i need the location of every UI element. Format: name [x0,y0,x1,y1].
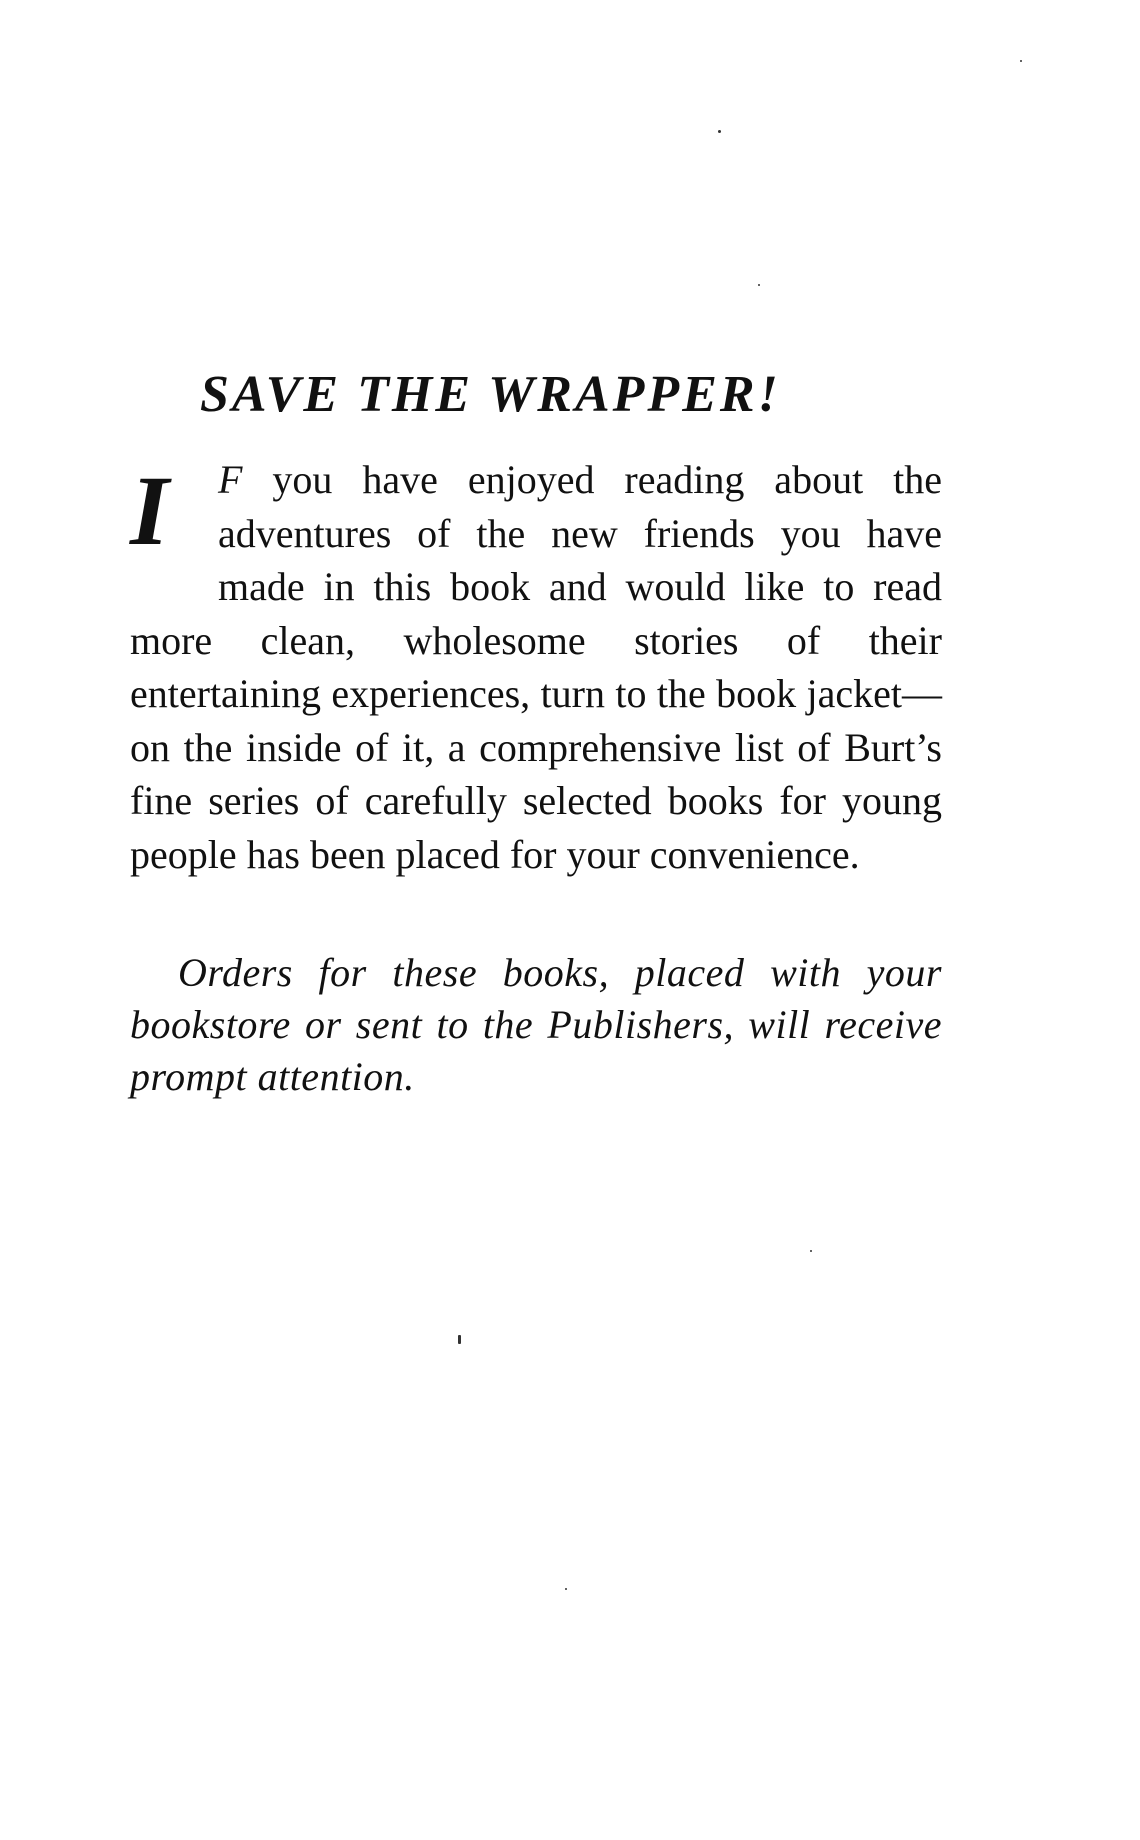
scan-speck [810,1250,812,1252]
scan-speck [758,284,760,286]
first-word-rest: F [218,457,243,502]
drop-cap: I [130,455,169,566]
order-notice: Orders for these books, placed with your bookstore or sent to the Publishers, will receive prompt attention. [130,950,942,1099]
scan-speck [718,130,721,133]
scan-speck [1020,60,1022,62]
page-heading: SAVE THE WRAPPER! [200,366,781,423]
scan-speck [565,1588,567,1590]
scan-speck [458,1335,461,1344]
intro-paragraph [130,453,942,881]
intro-paragraph-text: you have enjoyed reading about the adventures of the new friends you have made in this book and would like to read more clean, wholesome stories of their entertaining experiences, turn to the book jacket—on the inside of it, a comprehensive list of Burt’s fine series of carefully selected books for young people has been placed for your convenience. [130,457,943,877]
